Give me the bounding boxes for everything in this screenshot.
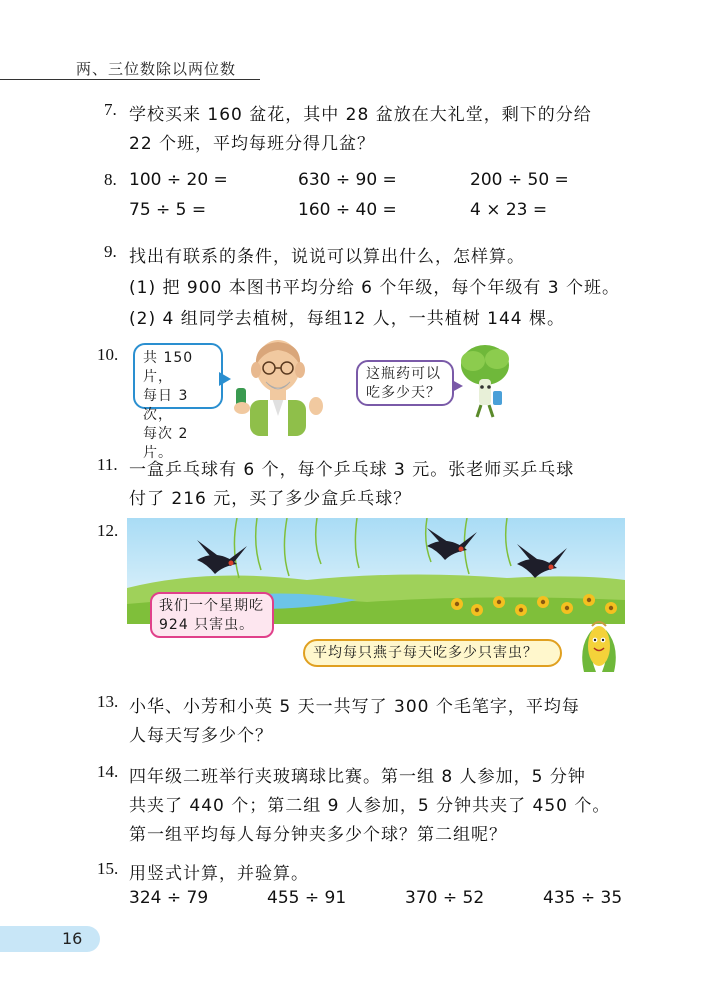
plant-character-illustration	[455, 343, 515, 423]
q11-line2: 付了 216 元，买了多少盒乒乓球？	[129, 489, 412, 509]
q12-speech-bubble-swallow	[150, 592, 274, 638]
q7-line2: 22 个班，平均每班分得几盆？	[129, 134, 376, 154]
q10-speech-bubble-plant	[356, 360, 454, 406]
q8-expr-1: 100 ÷ 20 =	[129, 170, 228, 190]
bubble-line: 我们一个星期吃	[159, 598, 264, 614]
q8-expr-3: 200 ÷ 50 =	[470, 170, 569, 190]
q11-line1: 一盒乒乓球有 6 个，每个乒乓球 3 元。张老师买乒乓球	[129, 460, 575, 480]
q12-number: 12.	[97, 521, 119, 540]
q15-expr-2: 455 ÷ 91	[267, 888, 347, 908]
q7-line1: 学校买来 160 盆花，其中 28 盆放在大礼堂，剩下的分给	[129, 105, 592, 125]
q14-line1: 四年级二班举行夹玻璃球比赛。第一组 8 人参加，5 分钟	[129, 767, 586, 787]
q8-expr-5: 160 ÷ 40 =	[298, 200, 397, 220]
q15-expr-4: 435 ÷ 35	[543, 888, 623, 908]
q11-number: 11.	[97, 455, 118, 474]
q15-number: 15.	[97, 859, 119, 878]
corn-character-illustration	[574, 616, 624, 676]
q9-line3: (2) 4 组同学去植树，每组12 人，一共植树 144 棵。	[129, 309, 565, 329]
bubble-line: 共 150 片，	[143, 350, 194, 385]
q8-expr-6: 4 × 23 =	[470, 200, 548, 220]
q13-line1: 小华、小芳和小英 5 天一共写了 300 个毛笔字，平均每	[129, 697, 580, 717]
q14-line2: 共夹了 440 个；第二组 9 人参加，5 分钟共夹了 450 个。	[129, 796, 611, 816]
bubble-line: 每次 2 片。	[143, 426, 189, 461]
q8-expr-4: 75 ÷ 5 =	[129, 200, 207, 220]
q8-expr-2: 630 ÷ 90 =	[298, 170, 397, 190]
q9-number: 9.	[104, 242, 117, 261]
q10-number: 10.	[97, 345, 119, 364]
q7-number: 7.	[104, 100, 117, 119]
q10-speech-bubble-doctor	[133, 343, 223, 461]
q15-expr-3: 370 ÷ 52	[405, 888, 485, 908]
q15-line1: 用竖式计算，并验算。	[129, 864, 309, 884]
q14-line3: 第一组平均每人每分钟夹多少个球？第二组呢？	[129, 825, 507, 845]
q9-line1: 找出有联系的条件，说说可以算出什么，怎样算。	[129, 247, 525, 267]
bubble-line: 每日 3 次，	[143, 388, 189, 423]
q8-number: 8.	[104, 170, 117, 189]
bubble-line: 924 只害虫。	[159, 617, 255, 633]
q14-number: 14.	[97, 762, 119, 781]
bubble-line: 这瓶药可以	[366, 366, 441, 382]
q13-number: 13.	[97, 692, 119, 711]
page-number-tab	[0, 926, 100, 952]
header-rule	[0, 79, 260, 80]
page-number: 16	[62, 929, 83, 948]
q9-line2: (1) 把 900 本图书平均分给 6 个年级，每个年级有 3 个班。	[129, 278, 620, 298]
bubble-line: 吃多少天？	[366, 385, 441, 401]
q12-speech-bubble-corn: 平均每只燕子每天吃多少只害虫？	[303, 639, 562, 667]
q15-expr-1: 324 ÷ 79	[129, 888, 209, 908]
old-man-illustration	[228, 336, 328, 436]
chapter-title: 两、三位数除以两位数	[76, 60, 237, 78]
q13-line2: 人每天写多少个？	[129, 726, 273, 746]
